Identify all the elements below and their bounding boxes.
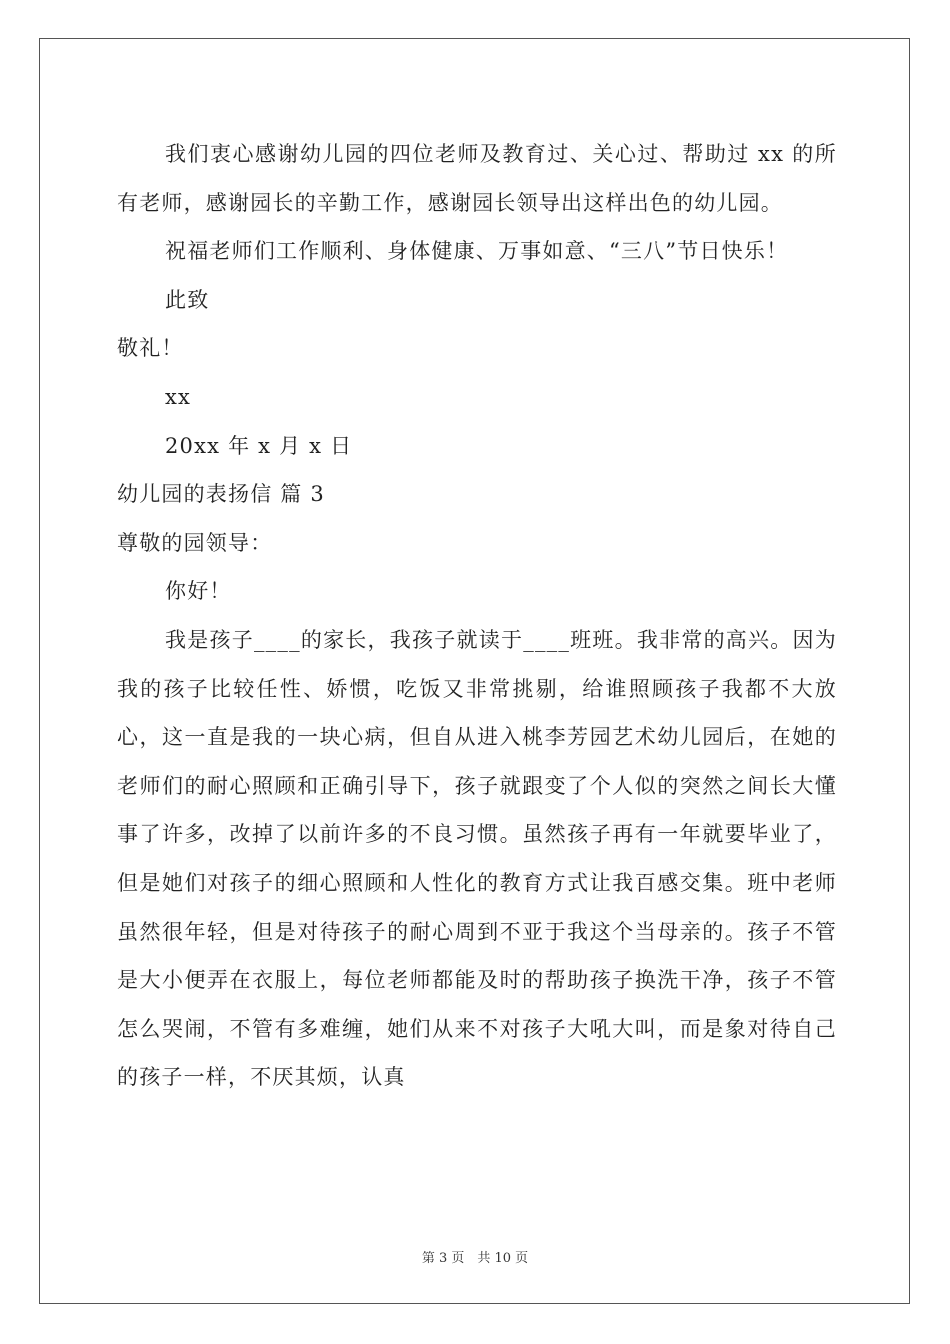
document-body (117, 130, 837, 1102)
greeting: 你好！ (165, 579, 232, 604)
page-footer: 第 3 页 共 10 页 (421, 1251, 529, 1266)
signature-name: xx (165, 384, 192, 409)
section-heading: 幼儿园的表扬信 篇 3 (117, 482, 325, 507)
signature-date: 20xx 年 x 月 x 日 (165, 433, 353, 458)
paragraph-main: 我是孩子____的家长，我孩子就读于____班班。我非常的高兴。因为我的孩子比较任性、娇惯，吃饭又非常挑剔，给谁照顾孩子我都不大放心，这一直是我的一块心病，但自从进入桃李芳园艺术幼儿园后，在她的老师们的耐心照顾和正确引导下，孩子就跟变了个人似的突然之间长大懂事了许多，改掉了以前许多的不良习惯。虽然孩子再有一年就要毕业了，但是她们对孩子的细心照顾和人性化的教育方式让我百感交集。班中老师虽然很年轻，但是对待孩子的耐心周到不亚于我这个当母亲的。孩子不管是大小便弄在衣服上，每位老师都能及时的帮助孩子换洗干净，孩子不管怎么哭闹，不管有多难缠，她们从来不对孩子大吼大叫，而是象对待自己的孩子一样，不厌其烦，认真 (117, 627, 837, 1090)
salutation: 尊敬的园领导： (117, 530, 273, 555)
paragraph-wishes: 祝福老师们工作顺利、身体健康、万事如意、“三八”节日快乐！ (165, 239, 789, 264)
paragraph-jingli: 敬礼！ (117, 336, 184, 361)
paragraph-cizhi: 此致 (165, 287, 210, 312)
paragraph-thanks: 我们衷心感谢幼儿园的四位老师及教育过、关心过、帮助过 xx 的所有老师，感谢园长的辛勤工作，感谢园长领导出这样出色的幼儿园。 (117, 142, 837, 215)
